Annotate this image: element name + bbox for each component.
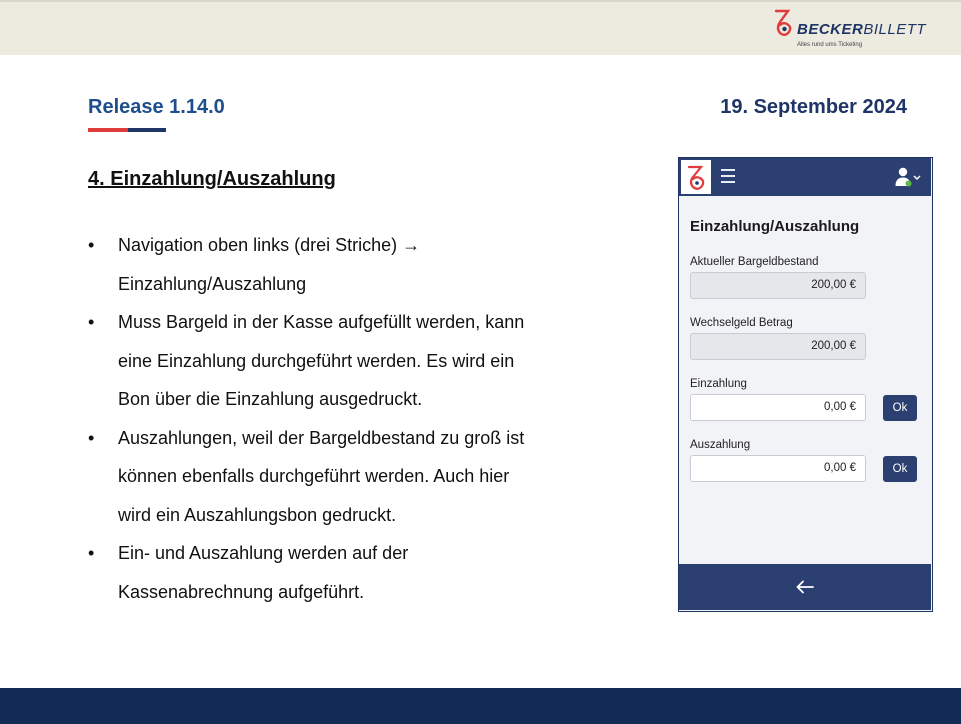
deposit-ok-button[interactable]: Ok bbox=[883, 395, 917, 421]
brand-name: BECKERBILLETT bbox=[797, 21, 927, 38]
arrow-left-icon bbox=[791, 576, 819, 598]
phone-page-title: Einzahlung/Auszahlung bbox=[690, 218, 860, 235]
user-menu[interactable] bbox=[893, 165, 923, 189]
bullet-item: • Navigation oben links (drei Striche) → Einzahlung/Auszahlung bbox=[88, 226, 568, 303]
change-amount-field: 200,00 € bbox=[690, 333, 866, 360]
app-logo[interactable] bbox=[681, 160, 711, 194]
accent-line-red bbox=[88, 128, 128, 132]
becker-billett-logo-icon bbox=[681, 160, 711, 194]
bullet-item: • Auszahlungen, weil der Bargeldbestand zu groß ist können ebenfalls durchgeführt werden. Auch hier wird ein Auszahlungsbon gedruckt. bbox=[88, 419, 568, 535]
phone-footer bbox=[679, 564, 931, 610]
bullet-item: • Muss Bargeld in der Kasse aufgefüllt werden, kann eine Einzahlung durchgeführt werden. Es wird ein Bon über die Einzahlung ausgedruckt. bbox=[88, 303, 568, 419]
change-amount-label: Wechselgeld Betrag bbox=[690, 317, 793, 329]
brand-logo bbox=[773, 8, 933, 52]
release-date: 19. September 2024 bbox=[720, 96, 907, 118]
payout-ok-button[interactable]: Ok bbox=[883, 456, 917, 482]
hamburger-menu-icon[interactable] bbox=[721, 169, 737, 183]
payout-input[interactable]: 0,00 € bbox=[690, 455, 866, 482]
accent-line-navy bbox=[128, 128, 166, 132]
current-cash-field: 200,00 € bbox=[690, 272, 866, 299]
release-title: Release 1.14.0 bbox=[88, 96, 225, 118]
user-icon bbox=[893, 165, 923, 189]
deposit-label: Einzahlung bbox=[690, 378, 747, 390]
section-title: 4. Einzahlung/Auszahlung bbox=[88, 168, 336, 190]
becker-billett-logo-icon bbox=[773, 8, 795, 38]
phone-screenshot bbox=[678, 157, 933, 612]
brand-tagline: Alles rund ums Ticketing bbox=[797, 42, 863, 48]
deposit-input[interactable]: 0,00 € bbox=[690, 394, 866, 421]
phone-header bbox=[679, 158, 931, 196]
current-cash-label: Aktueller Bargeldbestand bbox=[690, 256, 819, 268]
payout-label: Auszahlung bbox=[690, 439, 751, 451]
chevron-down-icon bbox=[914, 176, 920, 179]
back-button[interactable] bbox=[791, 576, 819, 598]
bottom-band bbox=[0, 688, 961, 724]
bullet-list bbox=[88, 226, 568, 611]
bullet-item: • Ein- und Auszahlung werden auf der Kassenabrechnung aufgeführt. bbox=[88, 534, 568, 611]
